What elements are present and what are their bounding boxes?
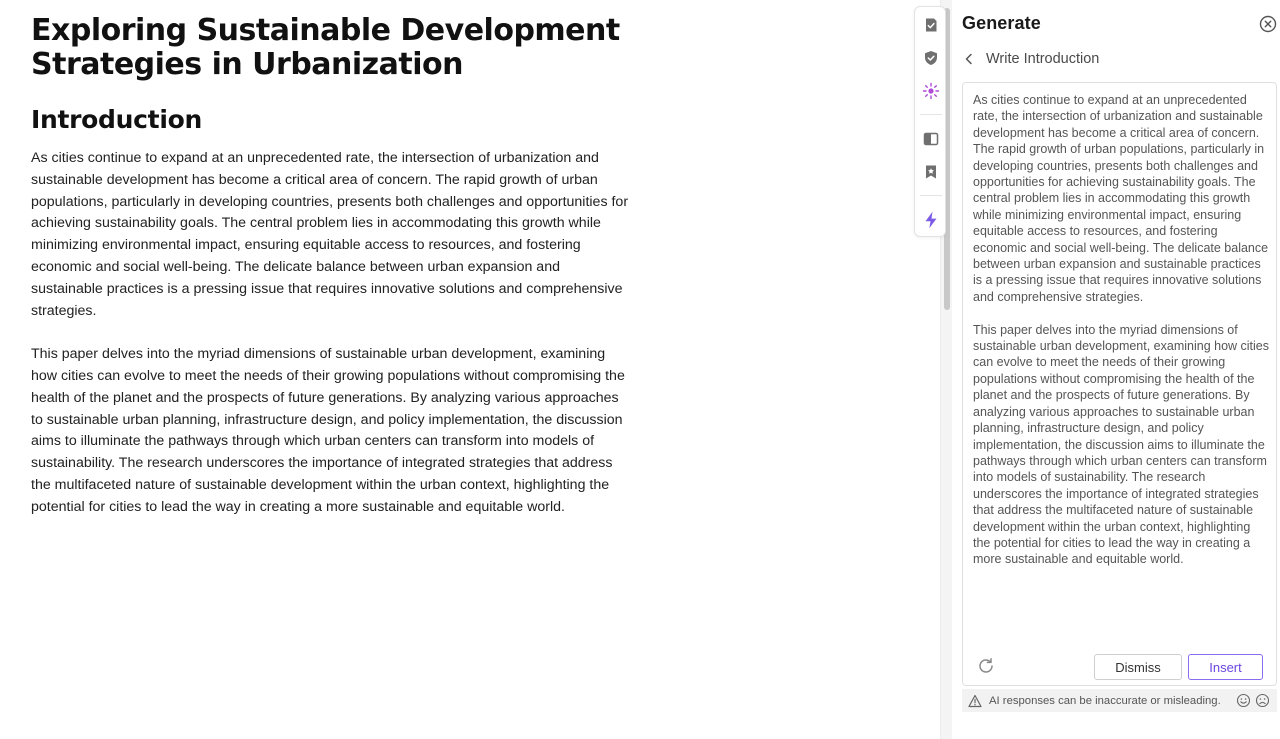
document-paragraph: This paper delves into the myriad dimensions of sustainable urban development, examining how cities can evolve to meet the needs of their growing populations without compromising the health of the planet and the prospects of future generations. By analyzing various approaches to sustainable urban planning, infrastructure design, and policy implementation, the discussion aims to illuminate the pathways through which urban centers can transform into models of sustainability. The research underscores the importance of integrated strategies that address the multifaceted nature of sustainable development within the urban context, highlighting the potential for cities to lead the way in creating a more sustainable and equitable world. [31, 346, 625, 515]
document-title: Exploring Sustainable Development Strategies in Urbanization [31, 13, 620, 82]
lightning-icon [923, 211, 939, 229]
shield-check-icon [923, 50, 939, 66]
feedback-positive-button[interactable] [1236, 693, 1251, 708]
plagiarism-check-button[interactable] [920, 47, 942, 69]
generated-paragraph: As cities continue to expand at an unprecedented rate, the intersection of urbanization and sustainable development has become a critical area of concern. The rapid growth of urban populations, particularly in developing countries, presents both challenges and opportunities for achieving sustainability goals. The central problem lies in accommodating this growth while minimizing environmental impact, ensuring equitable access to resources, and fostering economic and social well-being. The delicate balance between urban expansion and sustainable practices is a pressing issue that requires innovative solutions and comprehensive strategies. [973, 93, 1269, 304]
bookmark-button[interactable] [920, 161, 942, 183]
toolbar-divider [920, 114, 942, 115]
warning-icon [968, 694, 982, 708]
refresh-icon [977, 657, 995, 675]
generated-paragraph: This paper delves into the myriad dimensions of sustainable urban development, examining how cities can evolve to meet the needs of their growing populations without compromising the health of the planet and the prospects of future generations. By analyzing various approaches to sustainable urban planning, infrastructure design, and policy implementation, the discussion aims to illuminate the pathways through which urban centers can transform into models of sustainability. The research underscores the importance of integrated strategies that address the multifaceted nature of sustainable development within the urban context, highlighting the potential for cities to lead the way in creating a more sustainable and equitable world. [973, 322, 1270, 567]
bookmark-icon [923, 164, 939, 180]
frown-icon [1255, 693, 1270, 708]
document-area[interactable] [31, 14, 631, 519]
back-label: Write Introduction [986, 51, 1100, 67]
back-button[interactable] [964, 49, 1099, 69]
panel-title: Generate [962, 13, 1041, 33]
checklist-icon [923, 17, 939, 33]
document-paragraph: As cities continue to expand at an unprecedented rate, the intersection of urbanization and sustainable development has become a critical area of concern. The rapid growth of urban populations, particularly in developing countries, presents both challenges and opportunities for achieving sustainability goals. The central problem lies in accommodating this growth while minimizing environmental impact, ensuring equitable access to resources, and fostering economic and social well-being. The delicate balance between urban expansion and sustainable practices is a pressing issue that requires innovative solutions and comprehensive strategies. [31, 150, 629, 319]
quick-actions-button[interactable] [920, 209, 942, 231]
checklist-button[interactable] [920, 14, 942, 36]
ai-sparkle-icon [922, 82, 940, 100]
ai-disclaimer-bar [962, 689, 1277, 712]
feedback-negative-button[interactable] [1255, 693, 1270, 708]
insert-button[interactable]: Insert [1188, 654, 1263, 680]
library-button[interactable] [920, 128, 942, 150]
generated-text [973, 92, 1269, 568]
regenerate-button[interactable] [977, 657, 995, 675]
book-icon [923, 131, 939, 147]
generate-panel [952, 0, 1280, 739]
close-panel-button[interactable] [1258, 14, 1278, 34]
toolbar-divider [920, 195, 942, 196]
chevron-left-icon [964, 53, 974, 65]
side-toolbar [914, 6, 946, 237]
close-icon [1258, 14, 1278, 34]
section-heading: Introduction [31, 105, 202, 134]
generated-content-box [962, 82, 1277, 686]
disclaimer-text: AI responses can be inaccurate or misleading. [989, 694, 1221, 707]
ai-generate-button[interactable] [920, 80, 942, 102]
dismiss-button[interactable]: Dismiss [1094, 654, 1182, 680]
smile-icon [1236, 693, 1251, 708]
